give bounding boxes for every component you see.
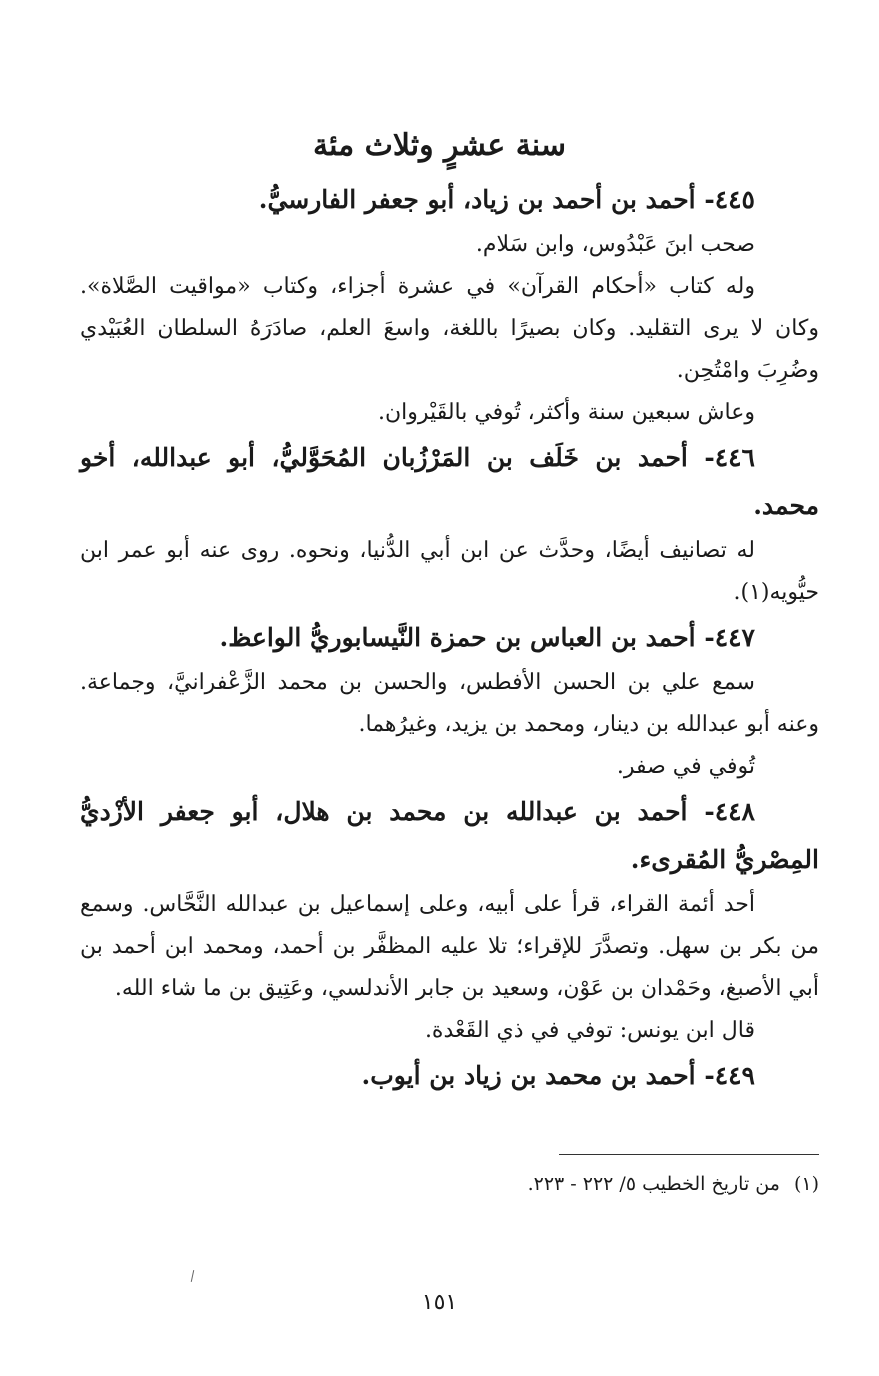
- section-title: سنة عشرٍ وثلاث مئة: [312, 128, 566, 164]
- entry-448-para-2: قال ابن يونس: توفي في ذي القَعْدة.: [424, 1018, 755, 1043]
- footnote: [80, 1168, 819, 1200]
- entry-445-para-2: وله كتاب «أحكام القرآن» في عشرة أجزاء، وكتاب «مواقيت الصَّلاة». وكان لا يرى التقليد. وكان بصيرًا باللغة، واسعَ العلم، صادَرَهُ السلطان العُبَيْدي وضُرِبَ وامْتُحِن.: [80, 274, 820, 383]
- entry-heading-448: ٤٤٨- أحمد بن عبدالله بن محمد بن هلال، أبو جعفر الأزْديُّ المِصْريُّ المُقرىء.: [80, 797, 819, 874]
- entry-heading-449: ٤٤٩- أحمد بن محمد بن زياد بن أيوب.: [361, 1061, 755, 1090]
- page-number: ١٥١: [421, 1290, 458, 1315]
- entry-447-para-1: سمع علي بن الحسن الأفطس، والحسن بن محمد الزَّعْفرانيَّ، وجماعة. وعنه أبو عبدالله بن دينار، ومحمد بن يزيد، وغيرُهما.: [80, 670, 819, 737]
- footnote-number: (١): [793, 1173, 819, 1195]
- entry-447-para-2: تُوفي في صفر.: [616, 754, 755, 779]
- main-text: [80, 176, 819, 1100]
- footnote-text: من تاريخ الخطيب ٥/ ٢٢٢ - ٢٢٣.: [527, 1173, 780, 1195]
- footnote-divider: [559, 1154, 819, 1155]
- entry-heading-446: ٤٤٦- أحمد بن خَلَف بن المَرْزُبان المُحَوَّليُّ، أبو عبدالله، أخو محمد.: [80, 443, 819, 520]
- entry-445-para-1: صحب ابنَ عَبْدُوس، وابن سَلام.: [475, 232, 755, 257]
- entry-heading-447: ٤٤٧- أحمد بن العباس بن حمزة النَّيسابوريُّ الواعظ.: [219, 623, 755, 652]
- entry-445-para-3: وعاش سبعين سنة وأكثر، تُوفي بالقَيْروان.: [378, 400, 755, 425]
- stray-mark: [191, 1270, 194, 1282]
- entry-446-para-1: له تصانيف أيضًا، وحدَّث عن ابن أبي الدُّنيا، ونحوه. روى عنه أبو عمر ابن حيُّويه(١).: [80, 538, 819, 605]
- entry-448-para-1: أحد أئمة القراء، قرأ على أبيه، وعلى إسماعيل بن عبدالله النَّحَّاس. وسمع من بكر بن سهل. وتصدَّرَ للإقراء؛ تلا عليه المظفَّر بن أحمد، ومحمد ابن أحمد بن أبي الأصبغ، وحَمْدان بن عَوْن، وسعيد بن جابر الأندلسي، وعَتِيق بن ما شاء الله.: [80, 892, 819, 1001]
- entry-heading-445: ٤٤٥- أحمد بن أحمد بن زياد، أبو جعفر الفارسيُّ.: [258, 185, 755, 214]
